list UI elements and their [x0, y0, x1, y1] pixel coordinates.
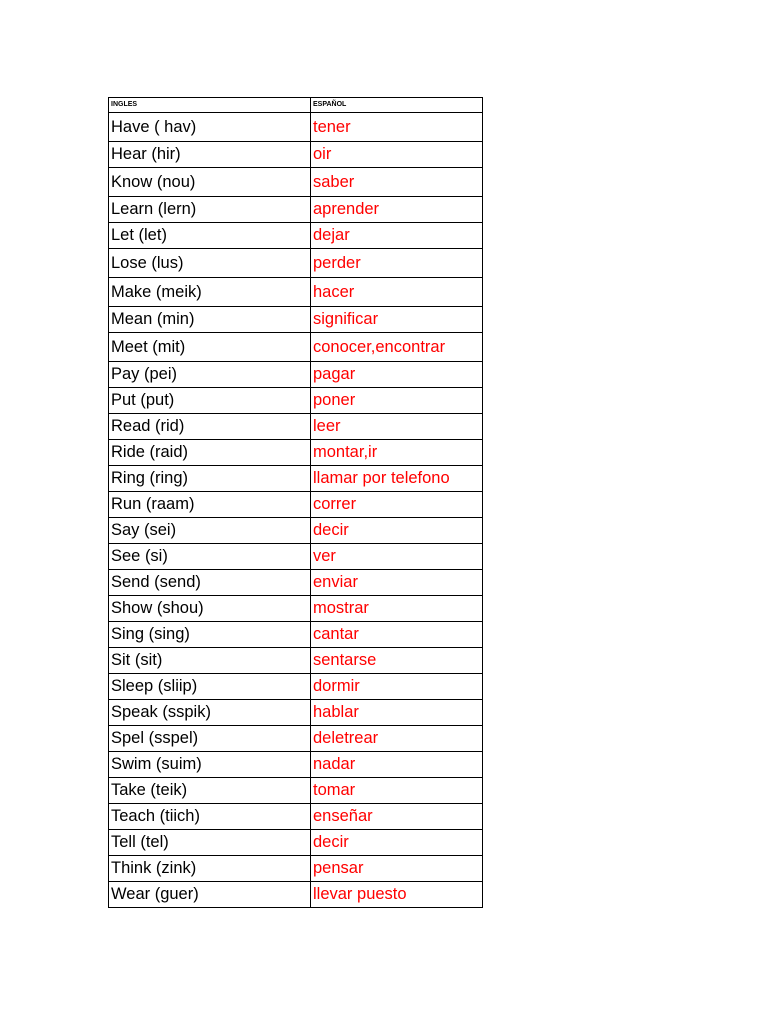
spanish-translation-cell: deletrear: [311, 726, 483, 752]
english-verb-cell: Speak (sspik): [109, 700, 311, 726]
table-row: [109, 333, 483, 362]
spanish-translation-cell: mostrar: [311, 596, 483, 622]
spanish-translation-cell: conocer,encontrar: [311, 333, 483, 362]
table-row: [109, 307, 483, 333]
english-verb-cell: Lose (lus): [109, 249, 311, 278]
english-verb-cell: Wear (guer): [109, 882, 311, 908]
spanish-translation-cell: hablar: [311, 700, 483, 726]
table-row: [109, 223, 483, 249]
english-verb-cell: Sing (sing): [109, 622, 311, 648]
table-row: [109, 249, 483, 278]
table-row: [109, 466, 483, 492]
spanish-translation-cell: decir: [311, 518, 483, 544]
spanish-translation-cell: saber: [311, 168, 483, 197]
english-verb-cell: Have ( hav): [109, 113, 311, 142]
english-verb-cell: Tell (tel): [109, 830, 311, 856]
table-row: [109, 674, 483, 700]
spanish-translation-cell: enviar: [311, 570, 483, 596]
spanish-translation-cell: tomar: [311, 778, 483, 804]
spanish-translation-cell: aprender: [311, 197, 483, 223]
english-verb-cell: Mean (min): [109, 307, 311, 333]
english-verb-cell: Spel (sspel): [109, 726, 311, 752]
table-row: [109, 752, 483, 778]
english-verb-cell: Pay (pei): [109, 362, 311, 388]
table-body: [109, 113, 483, 908]
english-verb-cell: Read (rid): [109, 414, 311, 440]
table-row: [109, 596, 483, 622]
spanish-translation-cell: hacer: [311, 278, 483, 307]
english-verb-cell: Make (meik): [109, 278, 311, 307]
spanish-translation-cell: perder: [311, 249, 483, 278]
table-row: [109, 142, 483, 168]
spanish-translation-cell: pagar: [311, 362, 483, 388]
table-row: [109, 388, 483, 414]
english-verb-cell: See (si): [109, 544, 311, 570]
table-row: [109, 882, 483, 908]
spanish-translation-cell: llevar puesto: [311, 882, 483, 908]
english-verb-cell: Sit (sit): [109, 648, 311, 674]
table-row: [109, 518, 483, 544]
spanish-translation-cell: montar,ir: [311, 440, 483, 466]
table-row: [109, 778, 483, 804]
spanish-translation-cell: oir: [311, 142, 483, 168]
spanish-translation-cell: enseñar: [311, 804, 483, 830]
header-english: INGLES: [109, 98, 311, 113]
spanish-translation-cell: tener: [311, 113, 483, 142]
spanish-translation-cell: sentarse: [311, 648, 483, 674]
table-row: [109, 544, 483, 570]
spanish-translation-cell: correr: [311, 492, 483, 518]
table-row: [109, 856, 483, 882]
english-verb-cell: Know (nou): [109, 168, 311, 197]
spanish-translation-cell: dormir: [311, 674, 483, 700]
english-verb-cell: Take (teik): [109, 778, 311, 804]
english-verb-cell: Swim (suim): [109, 752, 311, 778]
table-row: [109, 440, 483, 466]
table-row: [109, 168, 483, 197]
spanish-translation-cell: significar: [311, 307, 483, 333]
english-verb-cell: Sleep (sliip): [109, 674, 311, 700]
spanish-translation-cell: ver: [311, 544, 483, 570]
english-verb-cell: Ring (ring): [109, 466, 311, 492]
table-row: [109, 414, 483, 440]
table-row: [109, 648, 483, 674]
spanish-translation-cell: leer: [311, 414, 483, 440]
spanish-translation-cell: poner: [311, 388, 483, 414]
table-row: [109, 362, 483, 388]
spanish-translation-cell: cantar: [311, 622, 483, 648]
table-row: [109, 622, 483, 648]
table-row: [109, 700, 483, 726]
table-row: [109, 804, 483, 830]
spanish-translation-cell: dejar: [311, 223, 483, 249]
english-verb-cell: Meet (mit): [109, 333, 311, 362]
header-spanish: ESPAÑOL: [311, 98, 483, 113]
spanish-translation-cell: decir: [311, 830, 483, 856]
spanish-translation-cell: nadar: [311, 752, 483, 778]
table-row: [109, 570, 483, 596]
table-row: [109, 830, 483, 856]
english-verb-cell: Ride (raid): [109, 440, 311, 466]
english-verb-cell: Run (raam): [109, 492, 311, 518]
english-verb-cell: Send (send): [109, 570, 311, 596]
vocabulary-table: [108, 97, 483, 908]
table-row: [109, 278, 483, 307]
table-row: [109, 726, 483, 752]
table-header-row: [109, 98, 483, 113]
english-verb-cell: Show (shou): [109, 596, 311, 622]
english-verb-cell: Hear (hir): [109, 142, 311, 168]
english-verb-cell: Think (zink): [109, 856, 311, 882]
spanish-translation-cell: llamar por telefono: [311, 466, 483, 492]
english-verb-cell: Learn (lern): [109, 197, 311, 223]
english-verb-cell: Say (sei): [109, 518, 311, 544]
table-row: [109, 113, 483, 142]
table-row: [109, 492, 483, 518]
english-verb-cell: Teach (tiich): [109, 804, 311, 830]
spanish-translation-cell: pensar: [311, 856, 483, 882]
english-verb-cell: Let (let): [109, 223, 311, 249]
english-verb-cell: Put (put): [109, 388, 311, 414]
table-row: [109, 197, 483, 223]
